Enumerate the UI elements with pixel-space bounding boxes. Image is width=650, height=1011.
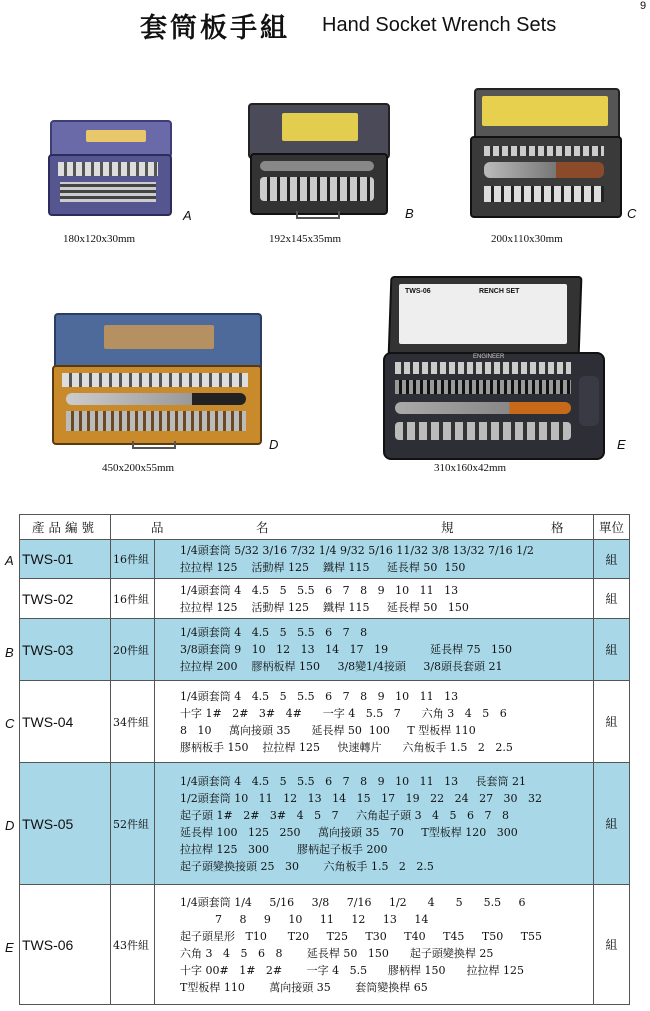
table-row	[20, 681, 630, 763]
photo-letter-e: E	[617, 437, 626, 452]
row-letter-a: A	[5, 553, 14, 568]
page-title: 套筒板手組	[140, 13, 290, 44]
piece-count: 43件組	[111, 885, 155, 1005]
header-code: 產品編號	[20, 515, 111, 540]
table-row	[20, 540, 630, 579]
photo-dimensions-d: 450x200x55mm	[102, 462, 175, 474]
header-name-1: 品	[151, 520, 164, 535]
header-spec-2: 格	[551, 520, 564, 535]
header-name-2: 名	[256, 520, 269, 535]
product-unit: 組	[594, 579, 630, 619]
photo-dimensions-c: 200x110x30mm	[491, 233, 563, 245]
product-photo-b	[248, 103, 388, 218]
piece-count: 52件組	[111, 763, 155, 885]
photo-letter-a: A	[183, 208, 192, 223]
table-row	[20, 885, 630, 1005]
product-table	[19, 514, 630, 1005]
page-title-english: Hand Socket Wrench Sets	[322, 14, 557, 36]
product-photo-d	[52, 313, 260, 448]
product-specs: 1/4頭套筒 4 4.5 5 5.5 6 7 8 3/8頭套筒 9 10 12 13 14 17 19 延長桿 75 150 拉拉桿 200 膠柄板桿 150 3/8變1/4接頭 3/8頭長套頭 21	[155, 619, 594, 681]
product-code: TWS-05	[20, 763, 111, 885]
product-photo-a	[48, 120, 170, 215]
header-name-spec	[111, 515, 594, 540]
page-number: 9	[640, 0, 647, 12]
photo-letter-b: B	[405, 206, 414, 221]
header-unit: 單位	[594, 515, 630, 540]
product-unit: 組	[594, 540, 630, 579]
product-photo-c	[470, 88, 620, 218]
product-code: TWS-03	[20, 619, 111, 681]
table-row	[20, 579, 630, 619]
product-code: TWS-02	[20, 579, 111, 619]
row-letter-b: B	[5, 645, 14, 660]
product-unit: 組	[594, 619, 630, 681]
piece-count: 16件組	[111, 540, 155, 579]
product-unit: 組	[594, 885, 630, 1005]
photo-dimensions-b: 192x145x35mm	[269, 233, 342, 245]
photo-dimensions-e: 310x160x42mm	[434, 462, 507, 474]
product-unit: 組	[594, 681, 630, 763]
piece-count: 34件組	[111, 681, 155, 763]
e-lid-model-text: TWS-06	[405, 288, 431, 295]
product-specs: 1/4頭套筒 4 4.5 5 5.5 6 7 8 9 10 11 13 長套筒 21 1/2頭套筒 10 11 12 13 14 15 17 19 22 24 27 30 32 起子頭 1# 2# 3# 4 5 7 六角起子頭 3 4 5 6 7 8 延長桿 100 125 250 萬向接頭 35 70 T型板桿 120 300 拉拉桿 125 300 膠柄起子板手 200 起子頭變換接頭 25 30 六角板手 1.5 2 2.5	[155, 763, 594, 885]
row-letter-d: D	[5, 818, 15, 833]
product-specs: 1/4頭套筒 1/4 5/16 3/8 7/16 1/2 4 5 5.5 6 7 8 9 10 11 12 13 14 起子頭星形 T10 T20 T25 T30 T40 T45 T50 T55 六角 3 4 5 6 8 延長桿 50 150 起子頭變換桿 25 十字 00# 1# 2# 一字 4 5.5 膠柄桿 150 拉拉桿 125 T型板桿 110 萬向接頭 35 套筒變換桿 65	[155, 885, 594, 1005]
table-row	[20, 763, 630, 885]
product-unit: 組	[594, 763, 630, 885]
product-code: TWS-01	[20, 540, 111, 579]
product-code: TWS-06	[20, 885, 111, 1005]
product-specs: 1/4頭套筒 4 4.5 5 5.5 6 7 8 9 10 11 13 十字 1# 2# 3# 4# 一字 4 5.5 7 六角 3 4 5 6 8 10 萬向接頭 35 延長桿 50 100 T 型板桿 110 膠柄板手 150 拉拉桿 125 快速轉片 六角板手 1.5 2 2.5	[155, 681, 594, 763]
product-photo-e	[383, 276, 605, 462]
photo-letter-c: C	[627, 206, 637, 221]
row-letter-c: C	[5, 716, 15, 731]
row-letter-e: E	[5, 940, 14, 955]
product-specs: 1/4頭套筒 4 4.5 5 5.5 6 7 8 9 10 11 13 拉拉桿 125 活動桿 125 鐵桿 115 延長桿 50 150	[155, 579, 594, 619]
table-row	[20, 619, 630, 681]
photo-dimensions-a: 180x120x30mm	[63, 233, 136, 245]
e-lid-banner-text: RENCH SET	[479, 288, 520, 295]
piece-count: 20件組	[111, 619, 155, 681]
piece-count: 16件組	[111, 579, 155, 619]
table-header-row	[20, 515, 630, 540]
product-code: TWS-04	[20, 681, 111, 763]
photo-letter-d: D	[269, 437, 279, 452]
product-specs: 1/4頭套筒 5/32 3/16 7/32 1/4 9/32 5/16 11/32 3/8 13/32 7/16 1/2 拉拉桿 125 活動桿 125 鐵桿 115 延長桿 50 150	[155, 540, 594, 579]
header-spec-1: 規	[441, 520, 454, 535]
e-tray-brand-text: ENGINEER	[473, 354, 505, 360]
